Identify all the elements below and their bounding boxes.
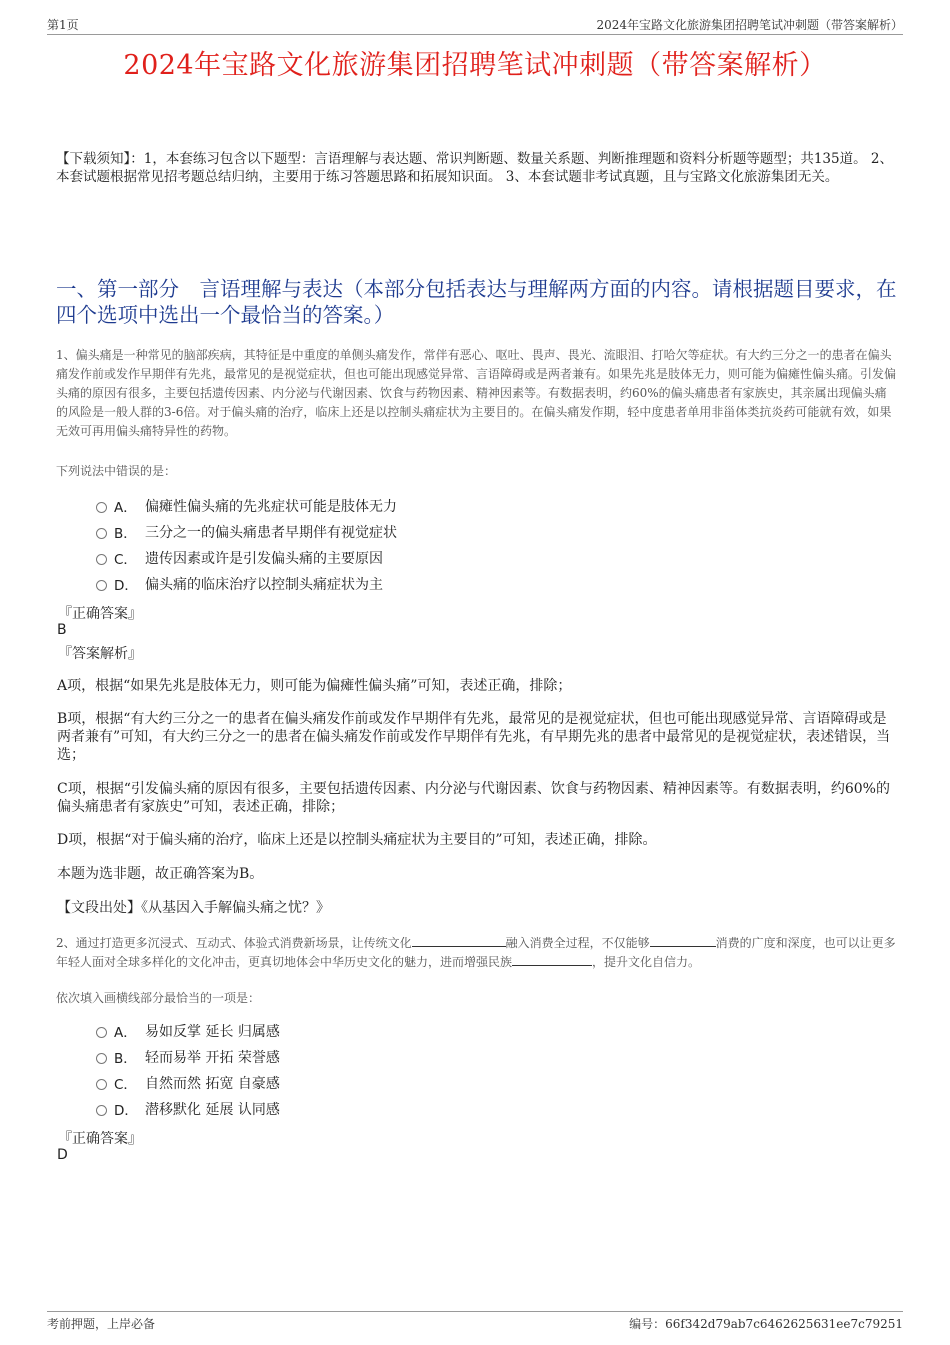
section-title: 一、第一部分 言语理解与表达（本部分包括表达与理解两方面的内容。请根据题目要求，在四个选项中选出一个最恰当的答案。） bbox=[56, 277, 897, 327]
question-2-text-part: ，提升文化自信力。 bbox=[592, 955, 701, 969]
analysis-b: B项，根据“有大约三分之一的患者在偏头痛发作前或发作早期伴有先兆，最常见的是视觉症状，但也可能出现感觉异常、言语障碍或是两者兼有”可知，有大约三分之一的患者在偏头痛发作前或发作早期伴有先兆，有早期先兆的患者中最常见的是视觉症状，表述错误，当选； bbox=[57, 711, 891, 763]
answer-label: 『正确答案』 bbox=[58, 606, 142, 622]
option-a[interactable] bbox=[96, 494, 856, 520]
option-text: 遗传因素或许是引发偏头痛的主要原因 bbox=[145, 551, 383, 567]
analysis-a: A项，根据“如果先兆是肢体无力，则可能为偏瘫性偏头痛”可知，表述正确，排除； bbox=[57, 678, 572, 694]
option-letter: B． bbox=[114, 526, 137, 542]
option-text: 潜移默化 延展 认同感 bbox=[145, 1102, 280, 1118]
page-title: 2024年宝路文化旅游集团招聘笔试冲刺题（带答案解析） bbox=[123, 50, 827, 81]
option-letter: C． bbox=[114, 1077, 137, 1093]
passage-source: 【文段出处】《从基因入手解偏头痛之忧？》 bbox=[57, 900, 330, 916]
answer-value: B bbox=[57, 622, 67, 638]
answer-label: 『正确答案』 bbox=[58, 1131, 142, 1147]
radio-icon[interactable] bbox=[96, 1105, 107, 1116]
option-text: 自然而然 拓宽 自豪感 bbox=[145, 1076, 280, 1092]
analysis-c: C项，根据“引发偏头痛的原因有很多，主要包括遗传因素、内分泌与代谢因素、饮食与药物因素、精神因素等。有数据表明，约60%的偏头痛患者有家族史”可知，表述正确，排除； bbox=[57, 781, 890, 815]
question-2-text bbox=[56, 934, 896, 972]
option-c[interactable] bbox=[96, 1071, 856, 1097]
header-doc-title: 2024年宝路文化旅游集团招聘笔试冲刺题（带答案解析） bbox=[596, 18, 903, 32]
option-text: 三分之一的偏头痛患者早期伴有视觉症状 bbox=[145, 525, 397, 541]
option-letter: D． bbox=[114, 1103, 138, 1119]
option-letter: A． bbox=[114, 500, 137, 516]
question-2-text-part: 融入消费全过程，不仅能够 bbox=[505, 936, 650, 950]
document-code: 编号：66f342d79ab7c6462625631ee7c79251 bbox=[629, 1317, 903, 1331]
question-1-prompt: 下列说法中错误的是： bbox=[56, 464, 177, 478]
option-letter: B． bbox=[114, 1051, 137, 1067]
radio-icon[interactable] bbox=[96, 528, 107, 539]
question-2-options bbox=[96, 1019, 856, 1123]
analysis-label: 『答案解析』 bbox=[58, 646, 142, 662]
download-notice: 【下载须知】：1，本套练习包含以下题型：言语理解与表达题、常识判断题、数量关系题、判断推理题和资料分析题等题型；共135道。 2、本套试题根据常见招考题总结归纳，主要用于练习答题思路和拓展知识面。 3、本套试题非考试真题，且与宝路文化旅游集团无关。 bbox=[56, 151, 893, 185]
option-letter: C． bbox=[114, 552, 137, 568]
option-letter: A． bbox=[114, 1025, 137, 1041]
radio-icon[interactable] bbox=[96, 1027, 107, 1038]
option-d[interactable] bbox=[96, 572, 856, 598]
radio-icon[interactable] bbox=[96, 1053, 107, 1064]
option-b[interactable] bbox=[96, 1045, 856, 1071]
option-text: 易如反掌 延长 归属感 bbox=[145, 1024, 280, 1040]
question-1-text: 1、偏头痛是一种常见的脑部疾病，其特征是中重度的单侧头痛发作，常伴有恶心、呕吐、畏声、畏光、流眼泪、打哈欠等症状。有大约三分之一的患者在偏头痛发作前或发作早期伴有先兆，最常见的是视觉症状，但也可能出现感觉异常、言语障碍或是两者兼有。如果先兆是肢体无力，则可能为偏瘫性偏头痛。引发偏头痛的原因有很多，主要包括遗传因素、内分泌与代谢因素、饮食与药物因素、精神因素等。有数据表明，约60%的偏头痛患者有家族史，其亲属出现偏头痛的风险是一般人群的3-6倍。对于偏头痛的治疗，临床上还是以控制头痛症状为主要目的。在偏头痛发作期，轻中度患者单用非甾体类抗炎药可能就有效，如果无效可再用偏头痛特异性的药物。 bbox=[56, 348, 897, 438]
option-text: 偏头痛的临床治疗以控制头痛症状为主 bbox=[145, 577, 383, 593]
fill-blank bbox=[650, 934, 716, 947]
question-2-text-part: 消费的广度和深度，也可以让更多年轻人面对全球多样化的文化冲击，更真切地体会中华历史文化的魅力，进而增强民族 bbox=[56, 936, 896, 969]
answer-value: D bbox=[57, 1147, 68, 1163]
fill-blank bbox=[512, 953, 592, 966]
question-1-options bbox=[96, 494, 856, 598]
option-text: 偏瘫性偏头痛的先兆症状可能是肢体无力 bbox=[145, 499, 397, 515]
radio-icon[interactable] bbox=[96, 580, 107, 591]
radio-icon[interactable] bbox=[96, 554, 107, 565]
radio-icon[interactable] bbox=[96, 1079, 107, 1090]
option-letter: D． bbox=[114, 578, 138, 594]
radio-icon[interactable] bbox=[96, 502, 107, 513]
option-text: 轻而易举 开拓 荣誉感 bbox=[145, 1050, 280, 1066]
page-footer bbox=[47, 1311, 903, 1334]
page-header bbox=[47, 14, 903, 35]
option-c[interactable] bbox=[96, 546, 856, 572]
option-a[interactable] bbox=[96, 1019, 856, 1045]
analysis-d: D项，根据“对于偏头痛的治疗，临床上还是以控制头痛症状为主要目的”可知，表述正确，排除。 bbox=[57, 832, 657, 848]
page-number: 第1页 bbox=[47, 18, 79, 32]
footer-slogan: 考前押题，上岸必备 bbox=[47, 1317, 156, 1331]
option-b[interactable] bbox=[96, 520, 856, 546]
question-2-prompt: 依次填入画横线部分最恰当的一项是： bbox=[56, 991, 261, 1005]
analysis-conclusion: 本题为选非题，故正确答案为B。 bbox=[57, 866, 264, 882]
fill-blank bbox=[412, 934, 506, 947]
option-d[interactable] bbox=[96, 1097, 856, 1123]
question-2-text-part: 2、通过打造更多沉浸式、互动式、体验式消费新场景，让传统文化 bbox=[56, 936, 412, 950]
